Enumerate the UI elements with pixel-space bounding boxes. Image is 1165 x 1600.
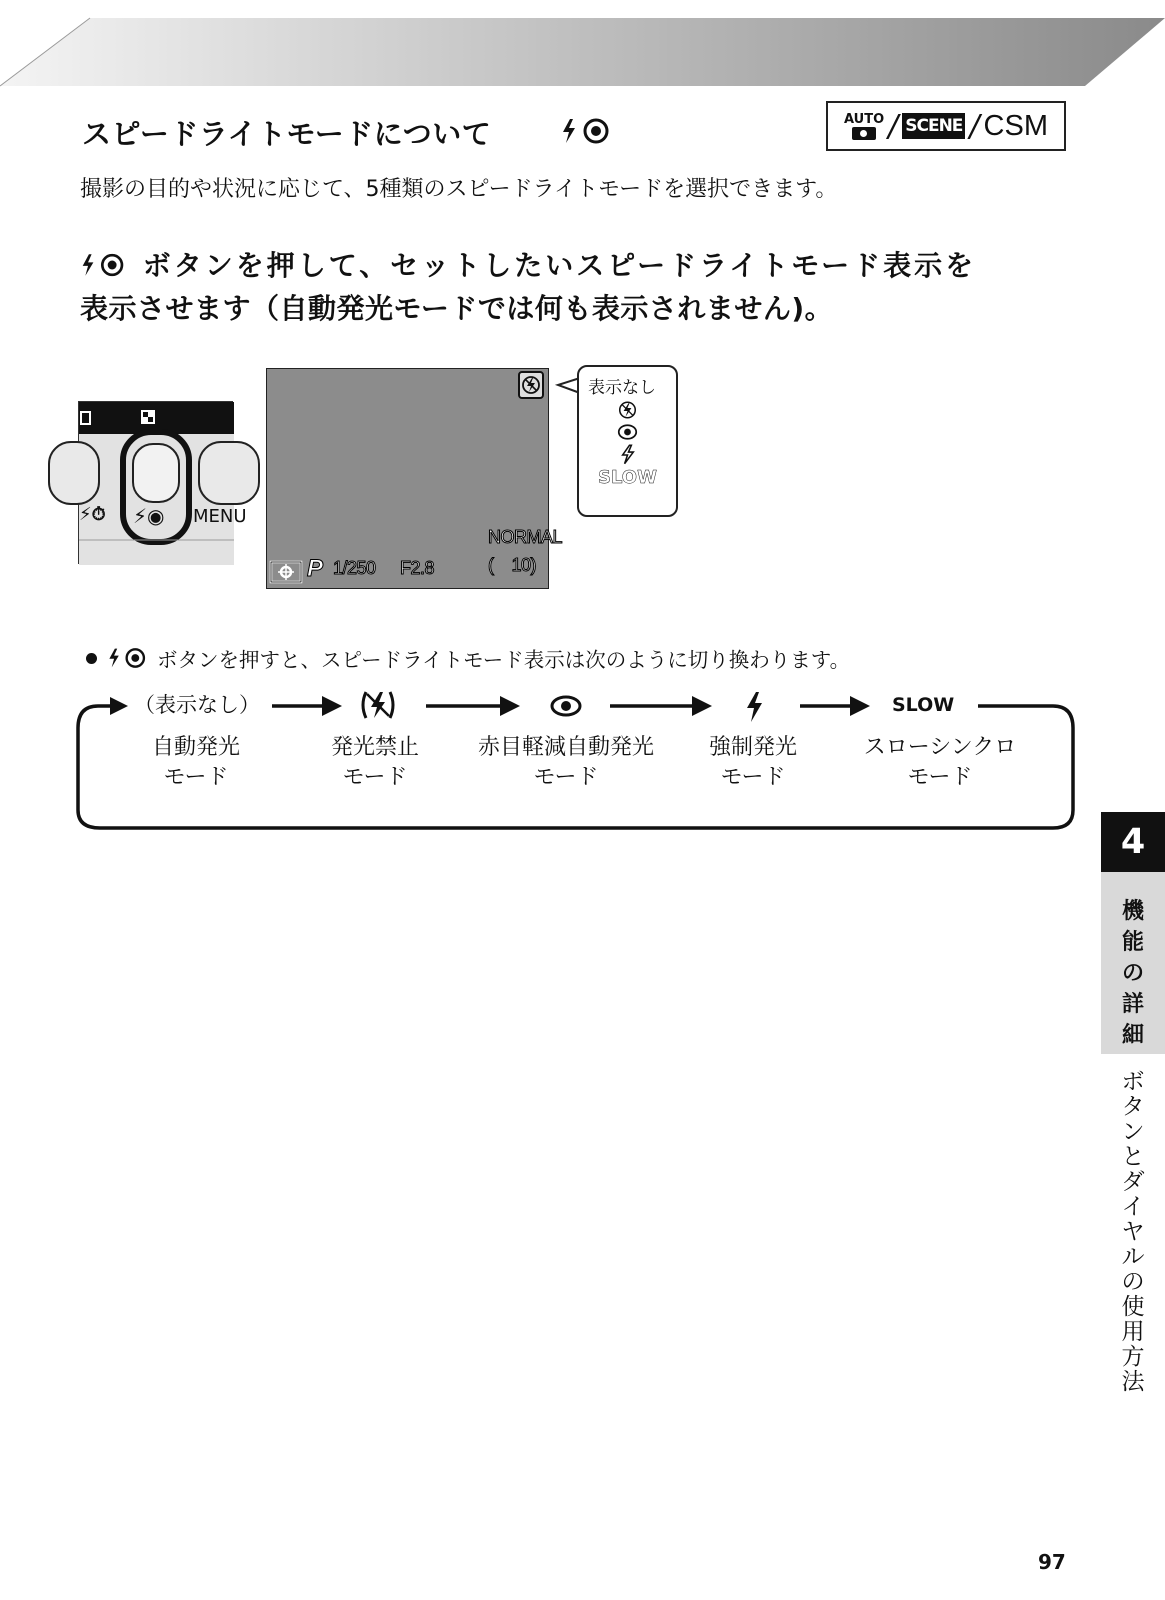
subtitle-char: イ <box>1121 1194 1145 1220</box>
instruction-line-1: ボタンを押して、セットしたいスピードライトモード表示を <box>142 249 977 282</box>
badge-separator: / <box>969 108 980 144</box>
stage-name: 強制発光 <box>708 735 797 760</box>
button-label-menu: MENU <box>193 506 247 527</box>
flash-redeye-icon <box>560 116 616 146</box>
intro-text: 撮影の目的や状況に応じて、5種類のスピードライトモードを選択できます。 <box>80 177 838 202</box>
stage-redeye <box>463 733 669 793</box>
camera-body-illustration <box>79 402 234 565</box>
stage-name-suffix: モード <box>342 765 408 790</box>
chapter-title <box>1101 896 1165 1051</box>
flash-forced-icon <box>579 443 676 465</box>
stage-name: スローシンクロ <box>863 735 1017 760</box>
section-title: スピードライトモードについて <box>82 117 492 151</box>
auto-label: AUTO <box>844 111 885 127</box>
shutter-speed: 1/250 <box>333 558 376 578</box>
subtitle-char: と <box>1121 1144 1145 1170</box>
subtitle-char: ン <box>1121 1119 1145 1145</box>
button-label-self-timer: ⚡⏱ <box>79 504 106 525</box>
flash-mode-cycle-diagram <box>78 693 1075 832</box>
badge-separator: / <box>888 108 899 144</box>
bullet-item <box>86 643 850 673</box>
instruction-heading <box>80 244 1070 330</box>
flash-off-icon <box>518 371 544 399</box>
subtitle-char: の <box>1121 1269 1145 1295</box>
subtitle-char: ヤ <box>1121 1219 1145 1245</box>
chapter-title-char: 能 <box>1121 930 1144 955</box>
image-quality-label: NORMAL <box>488 527 563 547</box>
stage-fill-flash <box>688 733 818 793</box>
remaining-exposures: ( 10) <box>488 555 537 575</box>
button-label-flash: ⚡◉ <box>133 504 165 528</box>
bullet-text: ボタンを押すと、スピードライトモード表示は次のように切り換わります。 <box>157 648 851 672</box>
stage-name: 自動発光 <box>151 735 240 760</box>
stage-slow-sync <box>850 733 1030 793</box>
lcd-monitor <box>266 368 563 589</box>
subtitle-char: ル <box>1121 1244 1145 1270</box>
stage-indicator-none: （表示なし） <box>134 689 260 719</box>
flash-redeye-icon <box>107 646 151 670</box>
subtitle-char: ダ <box>1121 1169 1145 1195</box>
subtitle-char: 使 <box>1121 1294 1145 1320</box>
aperture-value: F2.8 <box>400 558 435 578</box>
mode-availability-badge <box>826 101 1066 151</box>
bullet-dot-icon <box>86 653 97 664</box>
csm-mode-label: CSM <box>983 109 1048 142</box>
stage-name-suffix: モード <box>533 765 599 790</box>
chapter-title-char: の <box>1121 961 1144 986</box>
flash-icon <box>742 690 766 724</box>
chapter-title-char: 機 <box>1121 899 1144 924</box>
subtitle-char: 用 <box>1121 1319 1145 1345</box>
flash-redeye-icon <box>80 251 130 279</box>
flash-off-icon <box>358 688 398 722</box>
callout-header: 表示なし <box>588 378 656 398</box>
section-subtitle <box>1101 1070 1165 1395</box>
camera-button-closeup <box>78 401 247 564</box>
scene-mode-label: SCENE <box>902 113 965 139</box>
chapter-number: 4 <box>1101 812 1165 872</box>
stage-name-suffix: モード <box>720 765 786 790</box>
auto-mode-icon <box>844 113 884 140</box>
metering-icon <box>269 559 303 585</box>
header-band <box>0 0 1165 86</box>
stage-auto-flash <box>126 733 266 793</box>
stage-name: 赤目軽減自動発光 <box>477 735 654 760</box>
stage-flash-off <box>310 733 440 793</box>
slow-sync-label: SLOW <box>598 467 657 488</box>
stage-name-suffix: モード <box>163 765 229 790</box>
chapter-title-char: 詳 <box>1121 992 1144 1017</box>
subtitle-char: 法 <box>1121 1369 1145 1395</box>
stage-name: 発光禁止 <box>330 735 419 760</box>
instruction-line-2: 表示させます（自動発光モードでは何も表示されません)。 <box>80 292 834 325</box>
flash-off-icon <box>579 399 676 421</box>
subtitle-char: ボ <box>1121 1069 1145 1095</box>
subtitle-char: タ <box>1121 1094 1145 1120</box>
chapter-title-char: 細 <box>1121 1023 1144 1048</box>
redeye-icon <box>548 694 584 718</box>
page-number: 97 <box>1038 1550 1066 1574</box>
flash-indicator-callout <box>577 365 678 517</box>
exposure-mode: P <box>307 555 323 582</box>
stage-name-suffix: モード <box>907 765 973 790</box>
stage-indicator-slow: SLOW <box>886 694 960 716</box>
redeye-icon <box>579 422 676 442</box>
subtitle-char: 方 <box>1121 1344 1145 1370</box>
camera-icon <box>852 127 876 140</box>
